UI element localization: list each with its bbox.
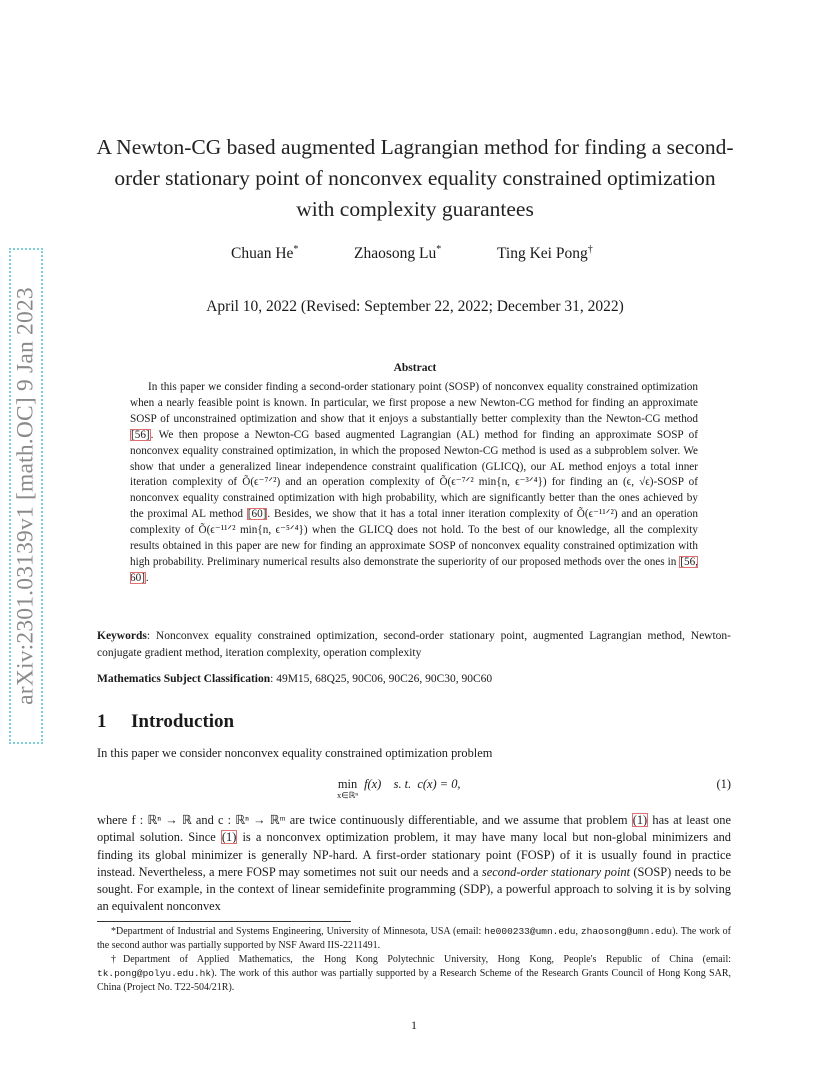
intro-sentence: In this paper we consider nonconvex equality constrained optimization problem	[97, 746, 493, 760]
email-text: he000233@umn.edu	[484, 926, 576, 937]
abstract-text: .	[145, 571, 149, 584]
page-number: 1	[411, 1018, 417, 1032]
equation-ref-link[interactable]: (1)	[221, 830, 237, 845]
abstract-text: . We then propose a Newton-CG based augmented Lagrangian (AL) method for finding an approximate SOSP of nonconvex equality constrained optimization, in which the proposed Newton-CG method is used as a subproblem solver. We show that under a generalized linear independence constraint qualification (GLICQ), our AL method enjoys a total inner iteration complexity of Õ(ϵ⁻⁷ᐟ²) and an operation complexity of Õ(ϵ⁻⁷ᐟ² min{n, ϵ⁻³ᐟ⁴}) for finding an (ϵ, √ϵ)-SOSP of nonconvex equality constrained optimization with high probability, which are significantly better than the ones achieved by the proximal AL method	[130, 428, 698, 521]
keywords	[97, 628, 731, 662]
footnote-text: †Department of Applied Mathematics, the Hong Kong Polytechnic University, Hong Kong, People's Republic of China (email:	[111, 954, 731, 966]
msc-text: : 49M15, 68Q25, 90C06, 90C26, 90C30, 90C60	[270, 673, 493, 685]
min-operator: min	[337, 777, 358, 791]
footnote-text: ,	[575, 926, 581, 937]
msc-label: Mathematics Subject Classification	[97, 673, 271, 685]
arxiv-stamp	[9, 248, 43, 744]
footnote-1	[97, 925, 731, 952]
paper-title: A Newton-CG based augmented Lagrangian method for finding a second-order stationary point of nonconvex equality constrained optimization with complexity guarantees	[96, 135, 734, 221]
email-text: zhaosong@umn.edu	[580, 926, 673, 937]
body-text: where f : ℝⁿ → ℝ and c : ℝⁿ → ℝᵐ are twice continuously differentiable, and we assume that problem	[97, 813, 632, 827]
emphasis-text: second-order stationary point	[481, 864, 631, 879]
abstract-body	[130, 380, 698, 587]
keywords-label: Keywords	[97, 630, 147, 642]
author-name: Zhaosong Lu	[354, 245, 437, 263]
author-mark: *	[293, 244, 299, 255]
author-1	[231, 244, 298, 263]
body-text: is a nonconvex optimization problem, it may have many local but non-global minimizers and finding its global minimizer is generally NP-hard. A first-order stationary point (FOSP) of it is usually found in practice instead. Nevertheless, a mere FOSP may sometimes not suit our needs and a	[97, 830, 731, 879]
arxiv-id: arXiv:2301.03139v1 [math.OC] 9 Jan 2023	[12, 287, 39, 705]
author-name: Ting Kei Pong	[497, 245, 588, 263]
citation-link[interactable]: [56, 60]	[130, 555, 698, 584]
footnote-divider	[97, 921, 351, 922]
body-paragraph	[97, 812, 731, 916]
email-text: tk.pong@polyu.edu.hk	[97, 968, 212, 980]
abstract-text: In this paper we consider finding a second-order stationary point (SOSP) of nonconvex equality constrained optimization when a nearly feasible point is known. In particular, we first propose a new Newton-CG method for finding an approximate SOSP of unconstrained optimization and show that it enjoys a substantially better complexity than the Newton-CG method	[130, 381, 698, 425]
author-mark: †	[587, 244, 593, 255]
abstract-text: . Besides, we show that it has a total inner iteration complexity of Õ(ϵ⁻¹¹ᐟ²) and an operation complexity of Õ(ϵ⁻¹¹ᐟ² min{n, ϵ⁻⁵ᐟ⁴}) when the GLICQ does not hold. To the best of our knowledge, all the complexity results obtained in this paper are new for finding an approximate SOSP of nonconvex equality constrained optimization with high probability. Preliminary numerical results also demonstrate the superiority of our proposed methods over the ones in	[130, 508, 698, 568]
equation-1	[97, 773, 731, 803]
footnotes	[97, 925, 731, 996]
author-2	[354, 244, 441, 263]
footnote-text: ). The work of the second author was partially supported by NSF Award IIS-2211491.	[97, 926, 732, 951]
author-name: Chuan He	[231, 245, 294, 263]
equation-ref-link[interactable]: (1)	[632, 813, 648, 827]
equation-expression: f(x) s. t. c(x) = 0,	[364, 777, 461, 791]
author-mark: *	[436, 244, 442, 255]
citation-link[interactable]: [56]	[131, 428, 150, 441]
min-subscript: x∈ℝⁿ	[337, 790, 359, 800]
keywords-text: : Nonconvex equality constrained optimization, second-order stationary point, augmented Lagrangian method, Newton-conjugate gradient method, iteration complexity, operation complexity	[97, 630, 731, 659]
section-heading	[97, 711, 234, 733]
body-text: (SOSP) needs to be sought. For example, in the context of linear semidefinite programming (SDP), a powerful approach to solving it is by solving an equivalent nonconvex	[97, 864, 731, 914]
footnote-text: *Department of Industrial and Systems Engineering, University of Minnesota, USA (email:	[111, 926, 485, 937]
msc-classification	[97, 671, 731, 688]
section-title: Introduction	[131, 711, 235, 732]
author-3	[497, 244, 593, 263]
section-number: 1	[97, 711, 107, 732]
author-list	[0, 244, 828, 266]
body-text: has at least one optimal solution. Since	[97, 813, 731, 845]
citation-link[interactable]: [60]	[247, 508, 267, 521]
date-line: April 10, 2022 (Revised: September 22, 2022; December 31, 2022)	[206, 298, 624, 315]
abstract-heading: Abstract	[393, 362, 437, 374]
equation-body	[337, 777, 461, 801]
footnote-2	[97, 953, 731, 994]
footnote-text: ). The work of this author was partially supported by a Research Scheme of the Research Grants Council of Hong Kong SAR, China (Project No. T22-504/21R).	[97, 968, 731, 993]
equation-min	[337, 777, 358, 801]
equation-number: (1)	[716, 777, 731, 791]
